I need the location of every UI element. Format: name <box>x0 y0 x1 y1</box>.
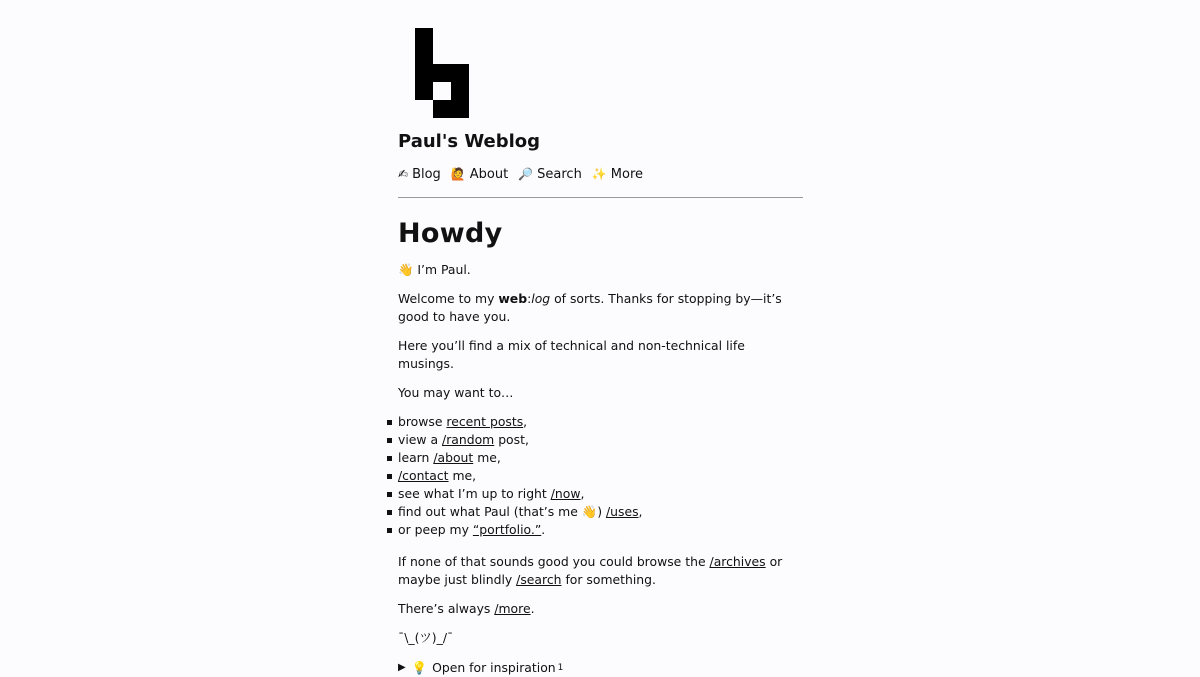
header-divider <box>398 197 803 198</box>
list-item <box>398 485 803 503</box>
magnifier-icon: 🔎 <box>518 167 534 181</box>
always-paragraph <box>398 600 803 618</box>
list-item-text: , <box>523 414 528 429</box>
nav-item-label: About <box>469 166 509 182</box>
main-nav <box>398 165 653 183</box>
random-link[interactable]: /random <box>442 432 495 447</box>
greeting: 👋 I’m Paul. <box>398 262 471 277</box>
shrug: ¯\_(ツ)_/¯ <box>398 630 454 645</box>
list-item-text: find out what Paul (that’s me 👋) <box>398 504 606 519</box>
list-item <box>398 521 803 539</box>
nav-item-about[interactable] <box>451 167 508 182</box>
now-link[interactable]: /now <box>550 486 581 501</box>
list-item <box>398 503 803 521</box>
list-item <box>398 431 803 449</box>
about-link[interactable]: /about <box>433 450 474 465</box>
list-item-text: , <box>580 486 585 501</box>
list-item-text: or peep my <box>398 522 473 537</box>
list-item-text: view a <box>398 432 443 447</box>
archives-link[interactable]: /archives <box>709 554 766 569</box>
search-link[interactable]: /search <box>516 572 562 587</box>
nav-item-more[interactable] <box>592 167 643 182</box>
always-text-end: . <box>530 601 535 616</box>
nav-item-search[interactable] <box>518 167 582 182</box>
welcome-text-end: of sorts. Thanks for stopping by—it’s good to have you. <box>398 291 782 324</box>
uses-link[interactable]: /uses <box>605 504 639 519</box>
page-content <box>398 261 803 677</box>
raising-hand-icon: 🙋 <box>450 167 466 181</box>
site-title[interactable]: Paul's Weblog <box>398 131 541 152</box>
nav-item-label: More <box>610 166 644 182</box>
browse-text: If none of that sounds good you could browse the <box>398 554 710 569</box>
light-bulb-icon: 💡 <box>411 660 428 675</box>
welcome-text: Welcome to my <box>398 291 499 306</box>
always-text: There’s always <box>398 601 495 616</box>
sparkles-icon: ✨ <box>591 167 607 181</box>
list-item-text: see what I’m up to right <box>398 486 551 501</box>
list-item-text: me, <box>473 450 501 465</box>
mix-paragraph: Here you’ll find a mix of technical and non-technical life musings. <box>398 338 745 371</box>
disclosure-triangle-icon[interactable]: ▶ <box>398 662 406 673</box>
portfolio-link[interactable]: “portfolio.” <box>472 522 542 537</box>
list-item-text: browse <box>398 414 447 429</box>
nav-item-blog[interactable] <box>398 167 441 182</box>
footnote-ref[interactable]: 1 <box>557 663 564 673</box>
more-link[interactable]: /more <box>494 601 531 616</box>
welcome-colon: : <box>527 291 532 306</box>
suggestion-list <box>398 413 803 539</box>
list-item <box>398 467 803 485</box>
welcome-web: web <box>498 291 528 306</box>
list-item-text: , <box>638 504 643 519</box>
site-logo[interactable] <box>415 28 469 118</box>
may-want-paragraph: You may want to… <box>398 385 514 400</box>
browse-text-end: for something. <box>561 572 656 587</box>
inspiration-disclosure[interactable] <box>398 659 803 677</box>
browse-text-mid: or maybe just blindly <box>398 554 783 587</box>
list-item-text: learn <box>398 450 434 465</box>
page-title: Howdy <box>398 218 503 249</box>
list-item-text: . <box>541 522 546 537</box>
nav-item-label: Search <box>537 166 582 182</box>
logo-mark-icon <box>415 28 469 118</box>
list-item <box>398 449 803 467</box>
recent-posts-link[interactable]: recent posts <box>446 414 524 429</box>
contact-link[interactable]: /contact <box>398 468 449 483</box>
writing-hand-icon: ✍ <box>398 167 409 181</box>
disclosure-label: Open for inspiration <box>432 660 556 675</box>
welcome-log: log <box>531 291 551 306</box>
list-item <box>398 413 803 431</box>
browse-paragraph <box>398 553 803 589</box>
list-item-text: me, <box>448 468 477 483</box>
nav-item-label: Blog <box>412 166 441 182</box>
list-item-text: post, <box>494 432 529 447</box>
welcome-paragraph <box>398 290 803 326</box>
